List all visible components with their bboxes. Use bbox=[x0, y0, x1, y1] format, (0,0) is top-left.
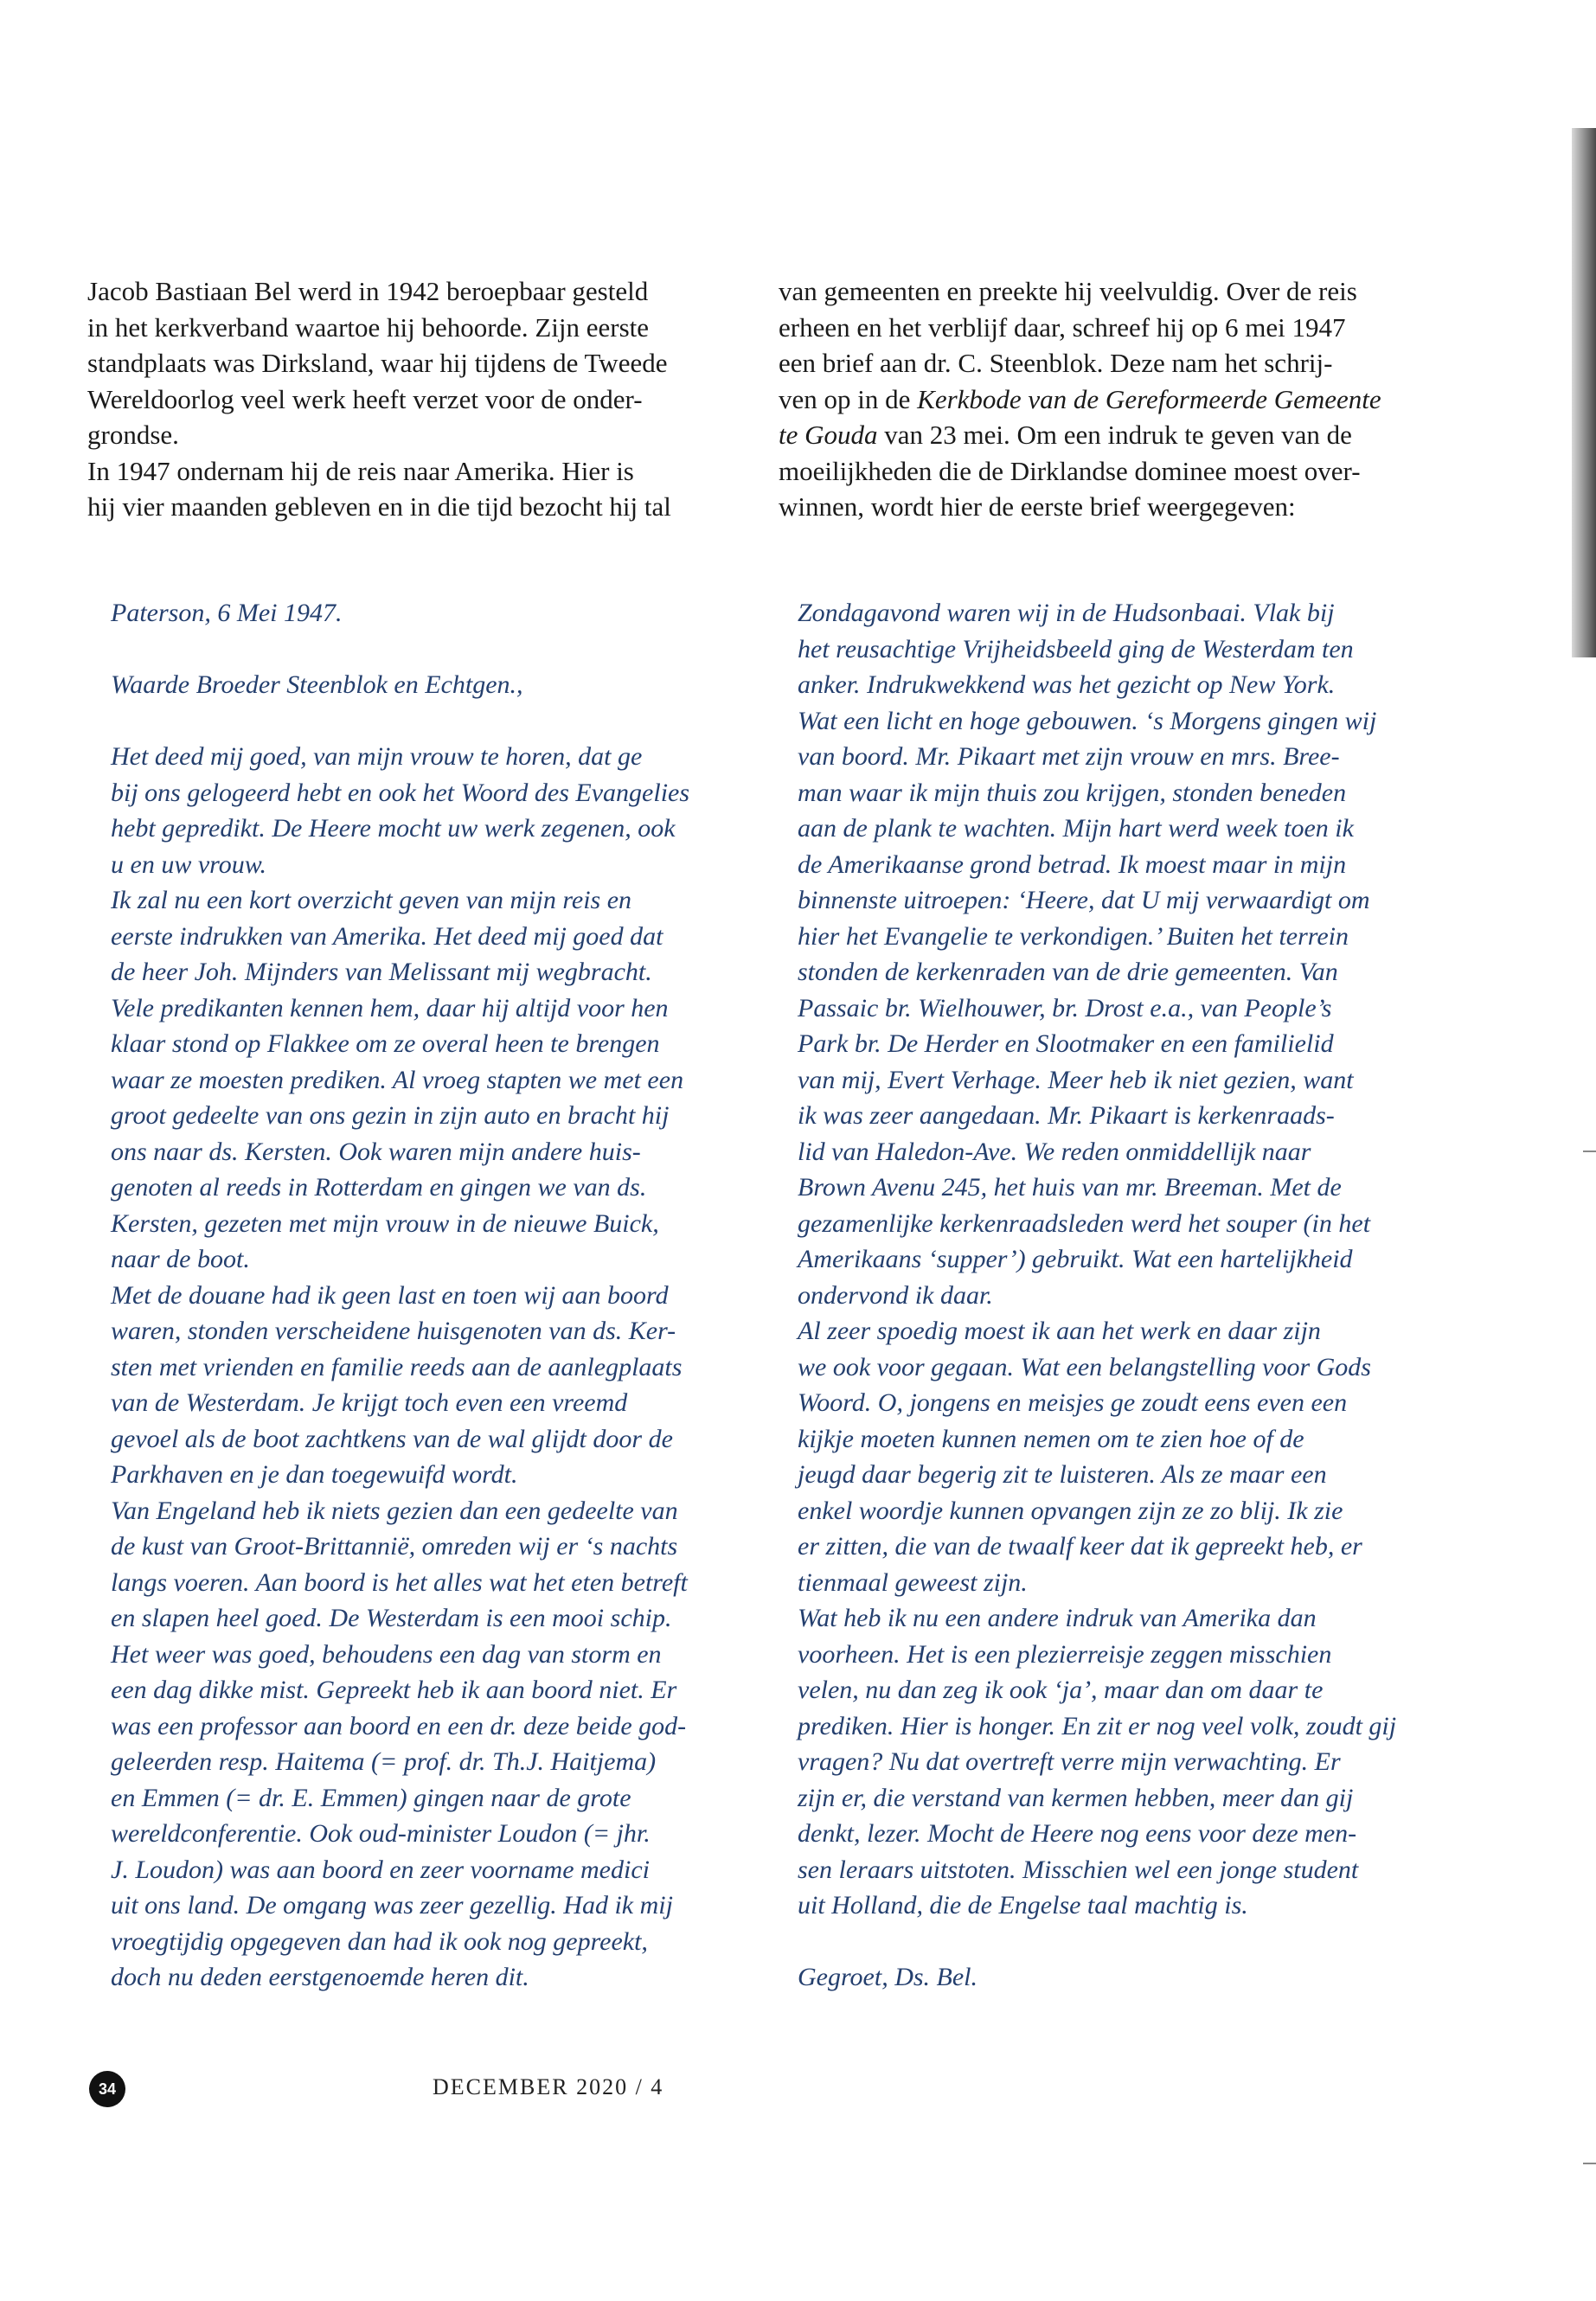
letter-line: Met de douane had ik geen last en toen wij aan boord bbox=[111, 1280, 669, 1310]
letter-salutation: Waarde Broeder Steenblok en Echtgen., bbox=[111, 670, 523, 699]
letter-line: vragen? Nu dat overtreft verre mijn verwachting. Er bbox=[798, 1747, 1341, 1776]
letter-line: geleerden resp. Haitema (= prof. dr. Th.J. Haitjema) bbox=[111, 1747, 657, 1776]
letter-line: Kersten, gezeten met mijn vrouw in de nieuwe Buick, bbox=[111, 1208, 659, 1238]
letter-line: Het deed mij goed, van mijn vrouw te horen, dat ge bbox=[111, 742, 643, 771]
letter-line: ons naar ds. Kersten. Ook waren mijn andere huis- bbox=[111, 1137, 641, 1166]
letter-line: er zitten, die van de twaalf keer dat ik gepreekt heb, er bbox=[798, 1532, 1362, 1561]
letter-line: velen, nu dan zeg ik ook ‘ja’, maar dan om daar te bbox=[798, 1676, 1324, 1704]
letter-line: bij ons gelogeerd hebt en ook het Woord des Evangelies bbox=[111, 778, 690, 807]
letter-line: u en uw vrouw. bbox=[111, 849, 266, 879]
letter-line: en Emmen (= dr. E. Emmen) gingen naar de grote bbox=[111, 1783, 631, 1812]
letter-line: van mij, Evert Verhage. Meer heb ik niet gezien, want bbox=[798, 1065, 1354, 1094]
letter-line: voorheen. Het is een plezierreisje zeggen misschien bbox=[798, 1639, 1332, 1669]
letter-line: gezamenlijke kerkenraadsleden werd het souper (in het bbox=[798, 1208, 1371, 1238]
letter-line: hier het Evangelie te verkondigen.’ Buiten het terrein bbox=[798, 921, 1349, 951]
letter-line: ik was zeer aangedaan. Mr. Pikaart is kerkenraads- bbox=[798, 1101, 1335, 1130]
letter-line: naar de boot. bbox=[111, 1245, 250, 1273]
letter-line: man waar ik mijn thuis zou krijgen, stonden beneden bbox=[798, 778, 1347, 807]
letter-line: het reusachtige Vrijheidsbeeld ging de Westerdam ten bbox=[798, 634, 1354, 663]
intro-left-line: standplaats was Dirksland, waar hij tijdens de Tweede bbox=[87, 348, 668, 378]
crop-mark bbox=[1583, 2163, 1596, 2164]
letter-line: was een professor aan boord en een dr. deze beide god- bbox=[111, 1711, 687, 1740]
letter-line: uit Holland, die de Engelse taal machtig is. bbox=[798, 1891, 1248, 1920]
letter-body-right bbox=[798, 595, 1433, 1924]
letter-line: tienmaal geweest zijn. bbox=[798, 1567, 1028, 1597]
intro-left-line: in het kerkverband waartoe hij behoorde. Zijn eerste bbox=[87, 311, 650, 343]
letter-line: Woord. O, jongens en meisjes ge zoudt eens even een bbox=[798, 1388, 1348, 1417]
intro-left-line: grondse. bbox=[87, 420, 179, 450]
letter-place-date: Paterson, 6 Mei 1947. bbox=[111, 599, 343, 627]
letter-line: Wat heb ik nu een andere indruk van Amerika dan bbox=[798, 1604, 1317, 1632]
intro-left-line: Wereldoorlog veel werk heeft verzet voor de onder- bbox=[87, 383, 643, 414]
letter-line: waren, stonden verscheidene huisgenoten van ds. Ker- bbox=[111, 1317, 676, 1345]
newspaper-title: Kerkbode van de Gereformeerde Gemeente bbox=[917, 383, 1381, 414]
letter-line: wereldconferentie. Ook oud-minister Loudon (= jhr. bbox=[111, 1819, 651, 1848]
letter-line: Amerikaans ‘supper’) gebruikt. Wat een hartelijkheid bbox=[798, 1245, 1353, 1273]
letter-line: langs voeren. Aan boord is het alles wat het eten betreft bbox=[111, 1567, 688, 1597]
letter-closing: Gegroet, Ds. Bel. bbox=[798, 1963, 978, 1991]
letter-line: Ik zal nu een kort overzicht geven van mijn reis en bbox=[111, 886, 632, 914]
letter-line: Vele predikanten kennen hem, daar hij altijd voor hen bbox=[111, 993, 669, 1022]
letter-column-right bbox=[798, 595, 1433, 1996]
letter-line: denkt, lezer. Mocht de Heere nog eens voor deze men- bbox=[798, 1819, 1357, 1848]
letter-line: een dag dikke mist. Gepreekt heb ik aan boord niet. Er bbox=[111, 1676, 677, 1704]
letter-line: van boord. Mr. Pikaart met zijn vrouw en mrs. Bree- bbox=[798, 742, 1340, 771]
letter-line: uit ons land. De omgang was zeer gezellig. Had ik mij bbox=[111, 1891, 673, 1920]
letter-line: Van Engeland heb ik niets gezien dan een gedeelte van bbox=[111, 1496, 678, 1525]
letter-line: sen leraars uitstoten. Misschien wel een jonge student bbox=[798, 1855, 1359, 1884]
page-number-badge: 34 bbox=[89, 2071, 125, 2107]
letter-line: groot gedeelte van ons gezin in zijn auto en bracht hij bbox=[111, 1101, 670, 1130]
letter-line: jeugd daar begerig zit te luisteren. Als ze maar een bbox=[798, 1460, 1327, 1489]
intro-column-left bbox=[87, 273, 736, 525]
crop-mark bbox=[1583, 1150, 1596, 1152]
intro-right-line: van gemeenten en preekte hij veelvuldig. Over de reis bbox=[779, 276, 1357, 306]
newspaper-title: te Gouda bbox=[779, 420, 878, 450]
letter-line: Passaic br. Wielhouwer, br. Drost e.a., van People’s bbox=[798, 993, 1332, 1022]
letter-body-left bbox=[111, 739, 747, 1996]
letter-line: Parkhaven en je dan toegewuifd wordt. bbox=[111, 1460, 518, 1489]
letter-line: Wat een licht en hoge gebouwen. ‘s Morgens gingen wij bbox=[798, 706, 1377, 735]
letter-line: Al zeer spoedig moest ik aan het werk en daar zijn bbox=[798, 1317, 1321, 1345]
intro-left-line: Jacob Bastiaan Bel werd in 1942 beroepbaar gesteld bbox=[87, 276, 649, 306]
letter-line: we ook voor gegaan. Wat een belangstelling voor Gods bbox=[798, 1352, 1371, 1381]
intro-right-line bbox=[779, 417, 1427, 453]
intro-left-line: In 1947 ondernam hij de reis naar Amerika. Hier is bbox=[87, 455, 634, 486]
letter-line: anker. Indrukwekkend was het gezicht op New York. bbox=[798, 670, 1336, 699]
letter-line: zijn er, die verstand van kermen hebben, meer dan gij bbox=[798, 1783, 1354, 1812]
intro-right-line: moeilijkheden die de Dirklandse dominee moest over- bbox=[779, 455, 1361, 486]
letter-line: kijkje moeten kunnen nemen om te zien hoe of de bbox=[798, 1424, 1304, 1453]
letter-line: lid van Haledon-Ave. We reden onmiddellijk naar bbox=[798, 1137, 1311, 1166]
letter-line: de Amerikaanse grond betrad. Ik moest maar in mijn bbox=[798, 849, 1347, 879]
intro-left-line: hij vier maanden gebleven en in die tijd bezocht hij tal bbox=[87, 491, 671, 522]
letter-line: de heer Joh. Mijnders van Melissant mij wegbracht. bbox=[111, 958, 652, 986]
letter-line: waar ze moesten prediken. Al vroeg stapten we met een bbox=[111, 1065, 684, 1094]
intro-right-line: erheen en het verblijf daar, schreef hij op 6 mei 1947 bbox=[779, 311, 1346, 343]
letter-line: Het weer was goed, behoudens een dag van storm en bbox=[111, 1639, 662, 1669]
intro-right-line bbox=[779, 381, 1427, 418]
adjacent-page-photo-edge bbox=[1572, 128, 1596, 657]
letter-line: klaar stond op Flakkee om ze overal heen te brengen bbox=[111, 1029, 660, 1058]
letter-line: Zondagavond waren wij in de Hudsonbaai. Vlak bij bbox=[798, 599, 1335, 627]
letter-line: gevoel als de boot zachtkens van de wal glijdt door de bbox=[111, 1424, 673, 1453]
intro-right-line: een brief aan dr. C. Steenblok. Deze nam het schrij- bbox=[779, 348, 1333, 378]
letter-line: van de Westerdam. Je krijgt toch even een vreemd bbox=[111, 1388, 628, 1417]
letter-column-left bbox=[111, 595, 747, 1996]
letter-line: ondervond ik daar. bbox=[798, 1280, 993, 1310]
letter-line: Park br. De Herder en Slootmaker en een familielid bbox=[798, 1029, 1334, 1058]
intro-text: van 23 mei. Om een indruk te geven van de bbox=[877, 420, 1352, 450]
letter-line: hebt gepredikt. De Heere mocht uw werk zegenen, ook bbox=[111, 814, 676, 843]
letter-line: stonden de kerkenraden van de drie gemeenten. Van bbox=[798, 958, 1338, 986]
intro-text: ven op in de bbox=[779, 383, 918, 414]
letter-line: sten met vrienden en familie reeds aan de aanlegplaats bbox=[111, 1352, 683, 1381]
letter-line: vroegtijdig opgegeven dan had ik ook nog gepreekt, bbox=[111, 1926, 648, 1956]
letter-line: prediken. Hier is honger. En zit er nog veel volk, zoudt gij bbox=[798, 1711, 1397, 1740]
letter-line: de kust van Groot-Brittannië, omreden wij er ‘s nachts bbox=[111, 1532, 678, 1561]
letter-line: genoten al reeds in Rotterdam en gingen we van ds. bbox=[111, 1173, 647, 1202]
letter-line: aan de plank te wachten. Mijn hart werd week toen ik bbox=[798, 814, 1354, 843]
issue-label: DECEMBER 2020 / 4 bbox=[433, 2074, 664, 2099]
letter-line: enkel woordje kunnen opvangen zijn ze zo blij. Ik zie bbox=[798, 1496, 1343, 1525]
letter-line: binnenste uitroepen: ‘Heere, dat U mij verwaardigt om bbox=[798, 886, 1370, 914]
letter-line: doch nu deden eerstgenoemde heren dit. bbox=[111, 1963, 529, 1991]
letter-line: en slapen heel goed. De Westerdam is een mooi schip. bbox=[111, 1604, 672, 1632]
intro-right-line: winnen, wordt hier de eerste brief weergegeven: bbox=[779, 491, 1296, 522]
letter-line: eerste indrukken van Amerika. Het deed mij goed dat bbox=[111, 921, 663, 951]
letter-line: J. Loudon) was aan boord en zeer voorname medici bbox=[111, 1855, 650, 1884]
intro-column-right bbox=[779, 273, 1427, 525]
letter-line: Brown Avenu 245, het huis van mr. Breeman. Met de bbox=[798, 1173, 1342, 1202]
